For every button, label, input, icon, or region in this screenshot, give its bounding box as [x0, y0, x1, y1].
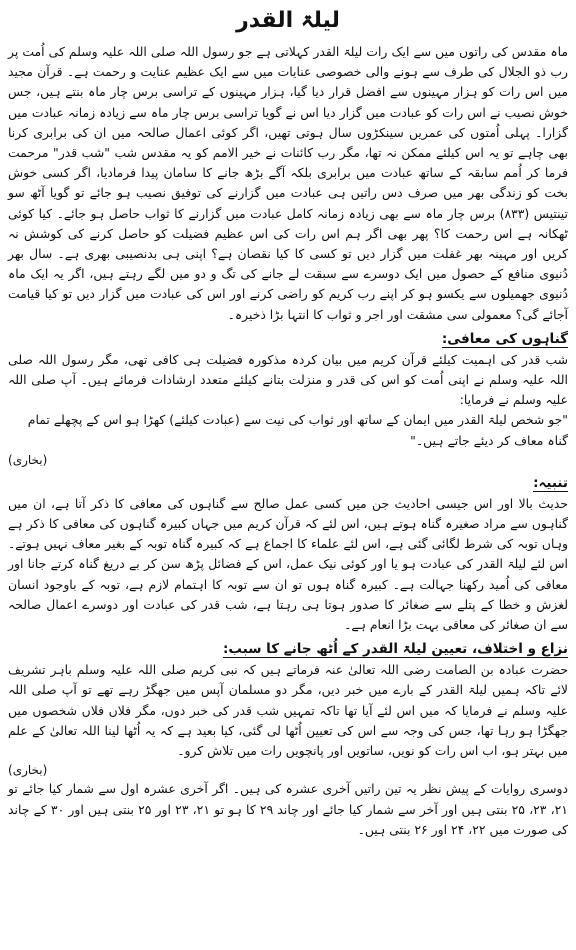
section-heading-forgiveness: [8, 329, 568, 349]
forgiveness-paragraph: شب قدر کی اہمیت کیلئے قرآن کریم میں بیان کردہ مذکورہ فضیلت ہی کافی تھی، مگر رسول اللہ صلی اللہ علیہ وسلم نے اپنی اُمت کو اس کی قدر و منزلت بتانے کیلئے متعدد ارشادات فرمائے ہیں۔ آپ صلی اللہ علیہ وسلم نے فرمایا:: [8, 351, 568, 408]
section-heading-dispute: [8, 639, 568, 659]
hadith-reference: (بخاری): [8, 452, 48, 467]
closing-paragraph: دوسری روایات کے پیش نظر یہ تین راتیں آخری عشرہ کی ہیں۔ اگر آخری عشرہ اول سے شمار کیا جائے تو ۲۱، ۲۳، ۲۵ بنتی ہیں اور آخر سے شمار کیا جائے اور چاند ۲۹ کا ہو تو ۲۱، ۲۳ اور ۲۵ بنتی ہیں اور ۳۰ کے چاند کی صورت میں ۲۲، ۲۴ اور ۲۶ بنتی ہیں۔: [8, 781, 568, 837]
section-heading-warning: [8, 473, 568, 493]
article-title: لیلۃ القدر: [236, 8, 340, 33]
warning-paragraph: حدیث بالا اور اس جیسی احادیث جن میں کسی عمل صالح سے گناہوں کی معافی کا ذکر آتا ہے، ان میں گناہوں سے مراد صغیرہ گناہ ہوتے ہیں، اس لئے کہ قرآن کریم میں جہاں کبیرہ گناہوں کی معافی کا ذکر ہے وہاں توبہ کی شرط لگائی گئی ہے، اس لئے علماء کا اجماع ہے کہ کبیرہ گناہ توبہ کے بغیر معاف نہیں ہوتے۔ اس لئے لیلۃ القدر کی عبادت ہو یا اور کوئی نیک عمل، اس کے فضائل پڑھ سن کر بے دریغ گناہ کرتے جانا اور معافی کی اُمید رکھنا جہالت ہے۔ کبیرہ گناہ ہوں تو ان سے توبہ کا اہتمام لازم ہے، توبہ کے باوجود انسان لغزش و خطا کے پتلے سے صغائر کا صدور ہوتا ہی رہتا ہے، شب قدر کی عبادت اور دوسرے اعمال صالحہ سے ان صغائر کی معافی بہت بڑا انعام ہے۔: [8, 495, 568, 633]
section-heading-dispute-text: نزاع و اختلاف، تعیین لیلۃ القدر کے اُٹھ جانے کا سبب:: [223, 641, 568, 658]
section-heading-forgiveness-text: گناہوں کی معافی:: [441, 330, 568, 347]
dispute-paragraph: حضرت عبادہ بن الصامت رضی اللہ تعالیٰ عنہ فرماتے ہیں کہ نبی کریم صلی اللہ علیہ وسلم باہر تشریف لائے تاکہ ہمیں لیلۃ القدر کے بارے میں خبر دیں، مگر دو مسلمان آپس میں جھگڑ رہے تھے تو آپ صلی اللہ علیہ وسلم نے فرمایا کہ میں اس لئے آیا تھا تاکہ تمہیں شب قدر کی خبر دوں، مگر فلاں فلاں شخصوں میں جھگڑا ہو رہا تھا، جس کی وجہ سے اس کی تعیین اُٹھا لی گئی، کیا بعید ہے کہ یہ اُٹھا لینا اللہ تعالیٰ کے علم میں بہتر ہو، اب اس رات کو نویں، ساتویں اور پانچویں رات میں تلاش کرو۔: [8, 662, 568, 759]
hadith-quote: "جو شخص لیلۃ القدر میں ایمان کے ساتھ اور ثواب کی نیت سے (عبادت کیلئے) کھڑا ہو اس کے پچھلے تمام گناہ معاف کر دیئے جاتے ہیں۔": [27, 412, 568, 448]
dispute-reference: (بخاری): [8, 763, 48, 778]
intro-paragraph: ماہ مقدس کی راتوں میں سے ایک رات لیلۃ القدر کہلاتی ہے جو رسول اللہ صلی اللہ علیہ وسلم کی اُمت پر رب ذو الجلال کی طرف سے ہونے والی خصوصی عنایات میں سے ایک عظیم عنایت و رحمت ہے۔ قرآن مجید میں اس رات کو ہزار مہینوں سے افضل قرار دیا گیا، ہزار مہینوں کے تراسی برس چار ماہ بنتے ہیں، جس خوش نصیب نے اس رات کو عبادت میں گزار دیا اس نے گویا تراسی برس چار ماہ سے زیادہ زمانہ عبادت میں گزارا۔ پہلی اُمتوں کی عمریں سینکڑوں سال ہوتی تھیں، اگر کوئی اعمال صالحہ میں ان کی برابری کرنا بھی چاہے تو یہ اس کیلئے ممکن نہ تھا، مگر رب کائنات نے خیر الامم کو یہ مقدس شب "شب قدر" مرحمت فرما کر اُمم سابقہ کے ساتھ عبادت میں برابری بلکہ آگے بڑھ جانے کا سامان پیدا فرمادیا، اگر کسی خوش بخت کو زندگی بھر میں صرف دس راتیں ہی عبادت میں گزارنے کی توفیق نصیب ہو جائے تو گویا آٹھ سو تینتیس (۸۳۳) برس چار ماہ سے بھی زیادہ زمانہ کامل عبادت میں گزارنے کا ثواب حاصل ہو جائے۔ کیا کوئی ٹھکانہ ہے اس رحمت کا؟ پھر بھی اگر ہم اس رات کی اس عظیم فضیلت کو حاصل کرنے کی کوشش نہ کریں اور مہینہ بھر غفلت میں گزار دیں تو کسی کا کیا نقصان ہے؟ اپنی ہی بدنصیبی بھری ہے۔ سال بھر دُنیوی منافع کے حصول میں ایک دوسرے سے سبقت لے جانے کی تگ و دو میں لگے رہتے ہیں، اگر یہ ایک ماہ دُنیوی جھمیلوں سے یکسو ہو کر اپنے رب کریم کو راضی کرنے اور اس کی عبادت میں گزار دیں تو کیا قیامت آجائے گی؟ معمولی سی مشقت اور اجر و ثواب کا انتہا بڑا ذخیرہ۔: [8, 44, 568, 322]
section-heading-warning-text: تنبیہ:: [533, 474, 568, 491]
